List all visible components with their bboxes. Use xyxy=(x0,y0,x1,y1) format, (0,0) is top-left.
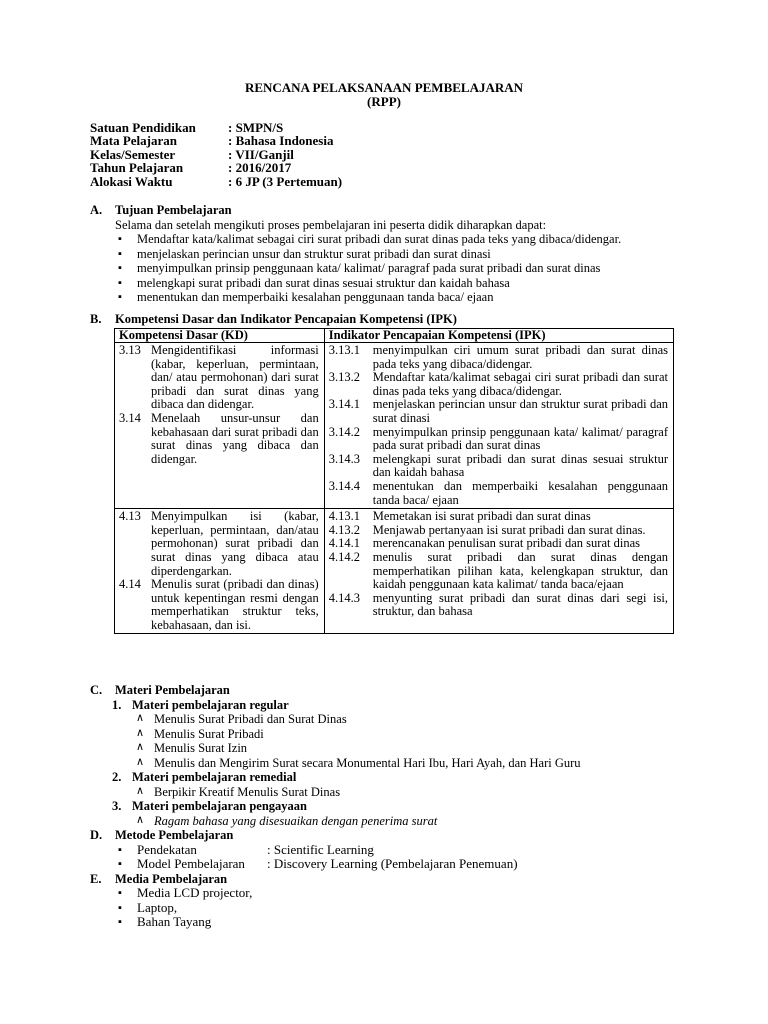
list-item: ▪ Bahan Tayang xyxy=(115,915,581,930)
section-b-heading xyxy=(90,312,457,327)
identity-row xyxy=(90,133,334,149)
list-item: ▪ Laptop, xyxy=(115,901,581,916)
list-item: ∧ Ragam bahasa yang disesuaikan dengan penerima surat xyxy=(132,814,581,829)
materi-group-title xyxy=(112,799,581,814)
identity-label: Tahun Pelajaran xyxy=(90,160,184,176)
identity-row xyxy=(90,173,343,189)
identity-label: Mata Pelajaran xyxy=(90,133,178,149)
section-b xyxy=(90,312,457,327)
ipk-text: menyimpulkan ciri umum surat pribadi dan surat dinas pada teks yang dibaca/didengar. xyxy=(372,343,668,371)
section-a-intro: Selama dan setelah mengikuti proses pembelajaran ini peserta didik diharapkan dapat: xyxy=(115,217,547,232)
section-letter: C. xyxy=(90,683,103,697)
section-letter: D. xyxy=(90,828,103,842)
materi-list xyxy=(112,785,581,800)
identity-value: : 2016/2017 xyxy=(228,160,292,176)
kd-number: 3.14 xyxy=(119,410,141,425)
kd-text: Mengidentifikasi informasi (kabar, keperluan, permintaan, dan/ atau permohonan) dari surat pribadi dan surat dinas yang dibaca dan didengar. xyxy=(151,343,319,412)
ipk-cell xyxy=(324,343,673,509)
list-item: ∧ Menulis dan Mengirim Surat secara Monumental Hari Ibu, Hari Ayah, dan Hari Guru xyxy=(132,756,581,771)
section-title: Tujuan Pembelajaran xyxy=(115,203,232,217)
ipk-number: 4.14.3 xyxy=(328,590,360,605)
identity-value: : VII/Ganjil xyxy=(228,146,294,162)
section-a-heading xyxy=(90,203,621,218)
table-row xyxy=(115,343,674,509)
column-header-kd: Kompetensi Dasar (KD) xyxy=(115,329,325,343)
materi-group-title xyxy=(112,770,581,785)
group-title: Materi pembelajaran regular xyxy=(132,697,289,712)
ipk-item xyxy=(329,592,668,619)
section-letter: E. xyxy=(90,871,102,886)
column-header-ipk: Indikator Pencapaian Kompetensi (IPK) xyxy=(324,329,673,343)
ipk-text: menentukan dan memperbaiki kesalahan penggunaan tanda baca/ ejaan xyxy=(372,478,668,507)
group-title: Materi pembelajaran remedial xyxy=(132,770,297,784)
list-item: ▪ Media LCD projector, xyxy=(115,886,581,901)
list-item: ▪ menentukan dan memperbaiki kesalahan penggunaan tanda baca/ ejaan xyxy=(115,290,621,305)
ipk-item xyxy=(329,453,668,480)
ipk-number: 4.14.1 xyxy=(328,536,360,551)
list-item: ▪ menyimpulkan prinsip penggunaan kata/ kalimat/ paragraf pada surat pribadi dan surat dinas xyxy=(115,261,621,276)
document-subtitle: (RPP) xyxy=(367,94,401,109)
metode-value: : Scientific Learning xyxy=(267,841,374,857)
materi-group xyxy=(90,698,581,771)
list-item xyxy=(115,843,581,858)
ipk-number: 4.13.2 xyxy=(328,522,360,537)
ipk-number: 3.14.4 xyxy=(328,478,360,493)
ipk-item xyxy=(329,344,668,371)
materi-group xyxy=(90,799,581,828)
materi-list xyxy=(112,712,581,770)
section-d-heading xyxy=(90,828,581,843)
ipk-text: Menjawab pertanyaan isi surat pribadi dan surat dinas. xyxy=(372,522,646,537)
ipk-text: menulis surat pribadi dan surat dinas dengan memperhatikan pilihan kata, kelengkapan struktur, dan kaidah penggunaan kata kalimat/ tanda baca/ejaan xyxy=(372,549,668,592)
identity-value: : Bahasa Indonesia xyxy=(228,133,334,149)
kd-number: 4.13 xyxy=(119,509,141,524)
document-title: RENCANA PELAKSANAAN PEMBELAJARAN xyxy=(244,80,524,95)
ipk-text: melengkapi surat pribadi dan surat dinas sesuai struktur dan kaidah bahasa xyxy=(372,451,668,480)
section-a-list xyxy=(90,232,621,305)
identity-label: Satuan Pendidikan xyxy=(90,120,196,135)
identity-label: Kelas/Semester xyxy=(90,146,176,162)
section-c-heading xyxy=(90,683,581,698)
ipk-item xyxy=(329,551,668,592)
identity-value: : 6 JP (3 Pertemuan) xyxy=(228,173,343,189)
kd-item xyxy=(119,510,319,578)
list-item xyxy=(115,857,581,872)
group-number: 1. xyxy=(112,697,122,712)
ipk-item xyxy=(329,480,668,507)
ipk-text: menyunting surat pribadi dan surat dinas dari segi isi, struktur, dan bahasa xyxy=(372,590,668,619)
list-item: ∧ Menulis Surat Pribadi xyxy=(132,727,581,742)
identity-block xyxy=(90,120,343,189)
kd-cell xyxy=(115,343,325,509)
identity-label: Alokasi Waktu xyxy=(90,173,173,189)
section-title: Materi Pembelajaran xyxy=(115,683,230,697)
materi-list xyxy=(112,814,581,829)
identity-row xyxy=(90,120,284,135)
kd-number: 4.14 xyxy=(119,577,141,592)
kd-cell xyxy=(115,509,325,634)
list-item: ▪ melengkapi surat pribadi dan surat dinas sesuai struktur dan kaidah bahasa xyxy=(115,276,621,291)
kd-ipk-table xyxy=(114,328,674,634)
metode-label: Model Pembelajaran xyxy=(137,856,245,871)
kd-text: Menelaah unsur-unsur dan kebahasaan dari surat pribadi dan surat dinas yang dibaca dan didengar. xyxy=(151,410,319,466)
identity-row xyxy=(90,146,294,162)
kd-number: 3.13 xyxy=(119,343,141,357)
table-row xyxy=(115,509,674,634)
materi-group xyxy=(90,770,581,799)
ipk-number: 3.14.2 xyxy=(328,424,360,439)
identity-row xyxy=(90,160,292,176)
ipk-item xyxy=(329,524,668,538)
kd-item xyxy=(119,578,319,632)
materi-group-title xyxy=(112,698,581,713)
kd-item xyxy=(119,412,319,466)
group-number: 2. xyxy=(112,770,122,784)
ipk-item xyxy=(329,426,668,453)
group-number: 3. xyxy=(112,799,122,813)
table-header-row xyxy=(115,329,674,343)
list-item: ∧ Berpikir Kreatif Menulis Surat Dinas xyxy=(132,785,581,800)
kd-text: Menyimpulkan isi (kabar, keperluan, permintaan, dan/atau permohonan) surat pribadi dan surat dinas yang dibaca atau diperdengarkan. xyxy=(151,509,319,578)
list-item: ▪ menjelaskan perincian unsur dan struktur surat pribadi dan surat dinasi xyxy=(115,247,621,262)
media-list xyxy=(90,886,581,930)
metode-list xyxy=(90,843,581,872)
ipk-number: 3.13.2 xyxy=(328,370,360,385)
ipk-item xyxy=(329,510,668,524)
metode-value: : Discovery Learning (Pembelajaran Penemuan) xyxy=(267,856,518,871)
ipk-item xyxy=(329,371,668,398)
section-letter: A. xyxy=(90,203,103,217)
ipk-text: Memetakan isi surat pribadi dan surat dinas xyxy=(372,509,591,524)
ipk-number: 3.14.3 xyxy=(328,451,360,466)
section-c xyxy=(90,683,581,930)
group-title: Materi pembelajaran pengayaan xyxy=(132,799,307,813)
section-a xyxy=(90,203,621,305)
ipk-item xyxy=(329,398,668,425)
ipk-number: 4.14.2 xyxy=(328,549,360,564)
ipk-number: 4.13.1 xyxy=(328,509,360,524)
list-item: ▪ Mendaftar kata/kalimat sebagai ciri surat pribadi dan surat dinas pada teks yang dibaca/didengar. xyxy=(115,232,621,247)
section-e-heading xyxy=(90,872,581,887)
ipk-number: 3.14.1 xyxy=(328,397,360,412)
section-title: Media Pembelajaran xyxy=(115,871,228,886)
list-item: ∧ Menulis Surat Pribadi dan Surat Dinas xyxy=(132,712,581,727)
ipk-cell xyxy=(324,509,673,634)
section-letter: B. xyxy=(90,312,102,326)
ipk-number: 3.13.1 xyxy=(328,343,360,357)
list-item: ∧ Menulis Surat Izin xyxy=(132,741,581,756)
kd-item xyxy=(119,344,319,412)
ipk-text: menjelaskan perincian unsur dan struktur surat pribadi dan surat dinasi xyxy=(372,397,668,425)
kd-text: Menulis surat (pribadi dan dinas) untuk kepentingan resmi dengan memperhatikan struktur teks, kebahasaan, dan isi. xyxy=(151,577,319,632)
section-title: Kompetensi Dasar dan Indikator Pencapaian Kompetensi (IPK) xyxy=(115,312,457,326)
metode-label: Pendekatan xyxy=(137,841,197,857)
ipk-text: merencanakan penulisan surat pribadi dan surat dinas xyxy=(372,536,640,551)
identity-value: : SMPN/S xyxy=(228,120,284,135)
ipk-text: menyimpulkan prinsip penggunaan kata/ kalimat/ paragraf pada surat pribadi dan surat dinas xyxy=(372,424,668,453)
ipk-item xyxy=(329,537,668,551)
ipk-text: Mendaftar kata/kalimat sebagai ciri surat pribadi dan surat dinas pada teks yang dibaca/didengar. xyxy=(372,370,668,398)
section-title: Metode Pembelajaran xyxy=(115,828,234,842)
